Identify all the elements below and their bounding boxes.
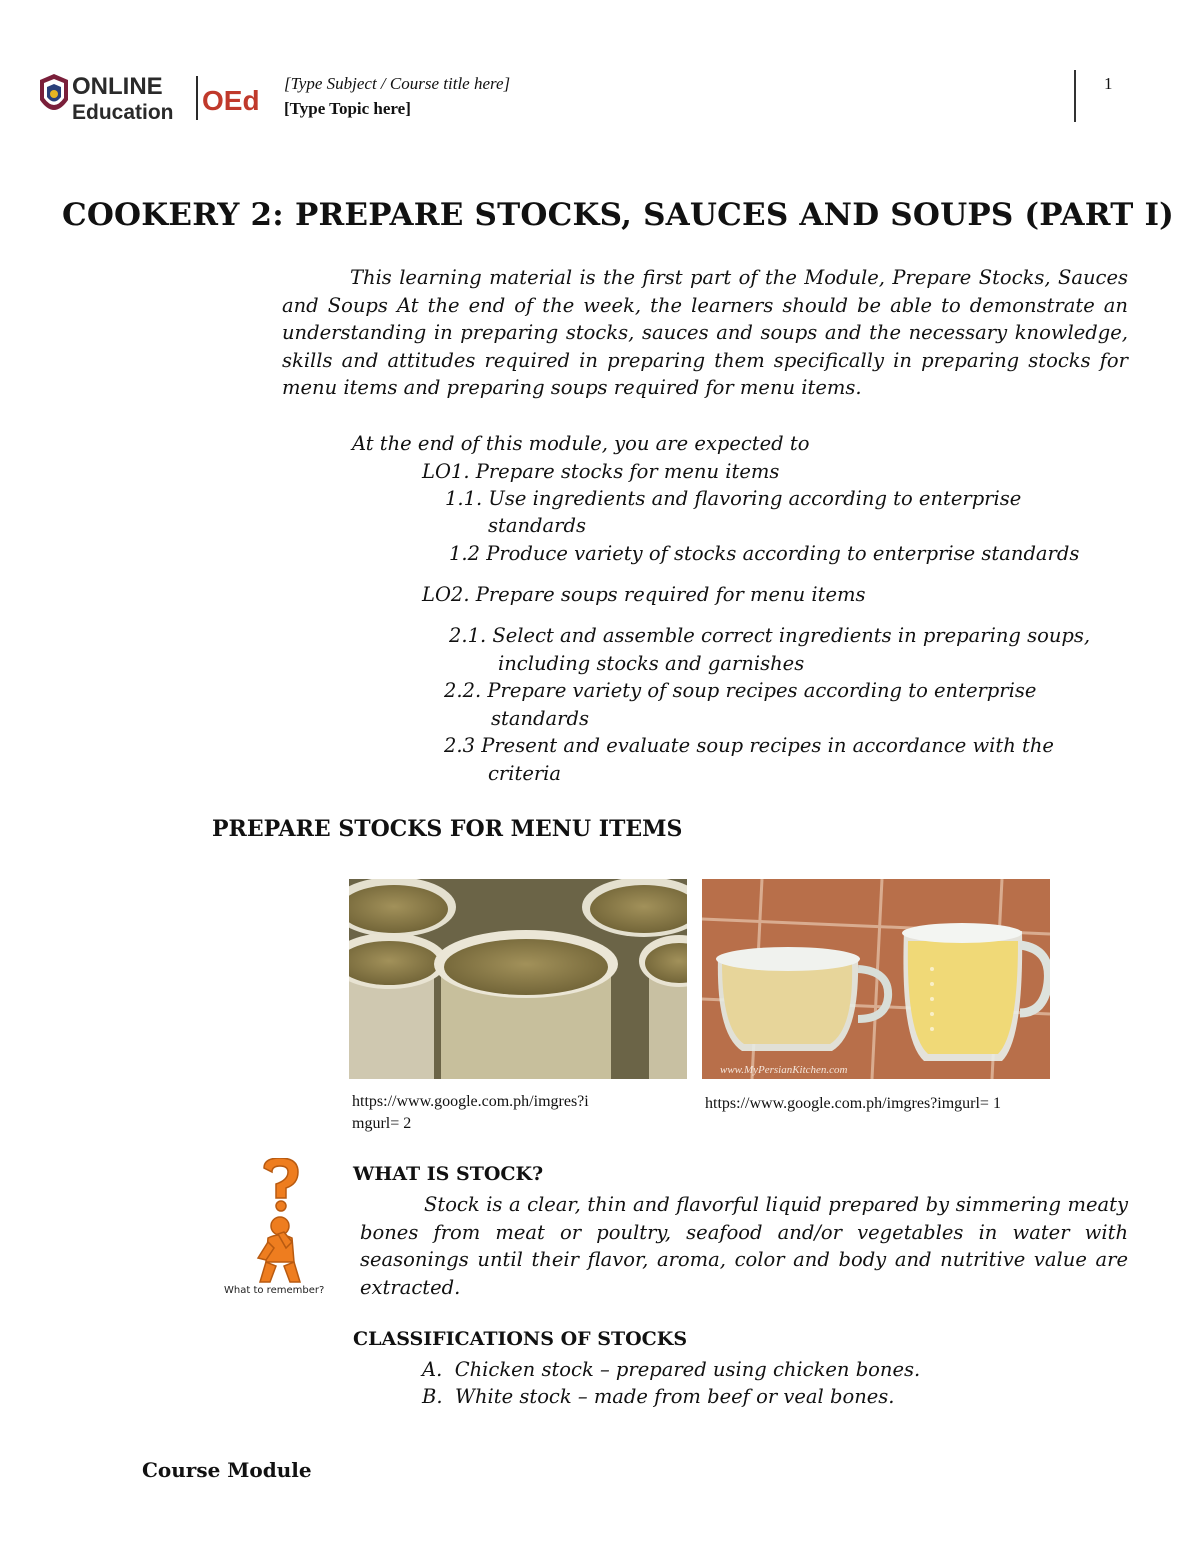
photo-watermark: www.MyPersianKitchen.com	[720, 1064, 848, 1076]
stock-definition	[360, 1191, 1128, 1301]
objective-lo1: LO1. Prepare stocks for menu items	[422, 460, 780, 483]
what-is-stock-heading: WHAT IS STOCK?	[353, 1163, 544, 1185]
image-caption-1-line2: mgurl= 2	[352, 1115, 412, 1132]
intro-text: This learning material is the first part of the Module, Prepare Stocks, Sauces and Soups At the end of the week, the learners should be able to demonstrate an understanding in preparing stocks, sauces and soups and the necessary knowledge, skills and attitudes required in preparing them specifically in preparing stocks for menu items and preparing soups required for menu items.	[282, 266, 1128, 399]
intro-paragraph	[282, 264, 1128, 402]
header-topic: [Type Topic here]	[284, 99, 411, 118]
objective-2-2-line1: 2.2. Prepare variety of soup recipes according to enterprise	[444, 679, 1037, 702]
thinking-person-icon	[222, 1158, 340, 1298]
objective-lo2: LO2. Prepare soups required for menu items	[422, 583, 866, 606]
image-caption-2: https://www.google.com.ph/imgres?imgurl= 1	[705, 1095, 1001, 1112]
image-caption-1	[352, 1091, 589, 1135]
objective-1-2: 1.2 Produce variety of stocks according to enterprise standards	[449, 542, 1080, 565]
objective-1-1-line2: standards	[488, 514, 586, 537]
stock-containers-photo	[349, 879, 687, 1079]
objective-1-1-line1: 1.1. Use ingredients and flavoring according to enterprise	[445, 487, 1022, 510]
header-divider	[1074, 70, 1076, 122]
document-title: COOKERY 2: PREPARE STOCKS, SAUCES AND SOUPS (PART I)	[61, 197, 1175, 233]
objective-2-1-line2: including stocks and garnishes	[498, 652, 805, 675]
classification-text: Chicken stock – prepared using chicken bones.	[454, 1358, 921, 1381]
footer-course-module: Course Module	[142, 1458, 312, 1482]
classifications-heading: CLASSIFICATIONS OF STOCKS	[353, 1328, 688, 1350]
objective-2-1-line1: 2.1. Select and assemble correct ingredients in preparing soups,	[449, 624, 1091, 647]
svg-text:ONLINE: ONLINE	[72, 73, 163, 100]
icon-caption: What to remember?	[224, 1285, 325, 1296]
objective-2-2-line2: standards	[491, 707, 589, 730]
header-subject: [Type Subject / Course title here]	[284, 74, 511, 93]
classification-item	[422, 1383, 895, 1411]
objectives-lead: At the end of this module, you are expected to	[352, 432, 810, 455]
objective-2-3-line1: 2.3 Present and evaluate soup recipes in accordance with the	[444, 734, 1054, 757]
stock-definition-text: Stock is a clear, thin and flavorful liquid prepared by simmering meaty bones from meat or poultry, seafood and/or vegetables in water with seasonings until their flavor, aroma, color and body and nutritive value are extracted.	[360, 1193, 1128, 1299]
objective-2-3-line2: criteria	[488, 762, 562, 785]
svg-text:Education: Education	[72, 101, 174, 124]
image-caption-1-line1: https://www.google.com.ph/imgres?i	[352, 1093, 589, 1110]
shield-icon	[40, 74, 68, 110]
classification-letter: B.	[422, 1385, 443, 1408]
classification-text: White stock – made from beef or veal bones.	[454, 1385, 895, 1408]
section-heading: PREPARE STOCKS FOR MENU ITEMS	[212, 816, 683, 842]
classification-letter: A.	[422, 1358, 443, 1381]
page-number: 1	[1104, 74, 1113, 93]
svg-text:OEd: OEd	[202, 85, 260, 116]
online-education-logo	[36, 70, 276, 126]
classification-item	[422, 1356, 920, 1384]
broth-measuring-cups-photo	[702, 879, 1050, 1079]
